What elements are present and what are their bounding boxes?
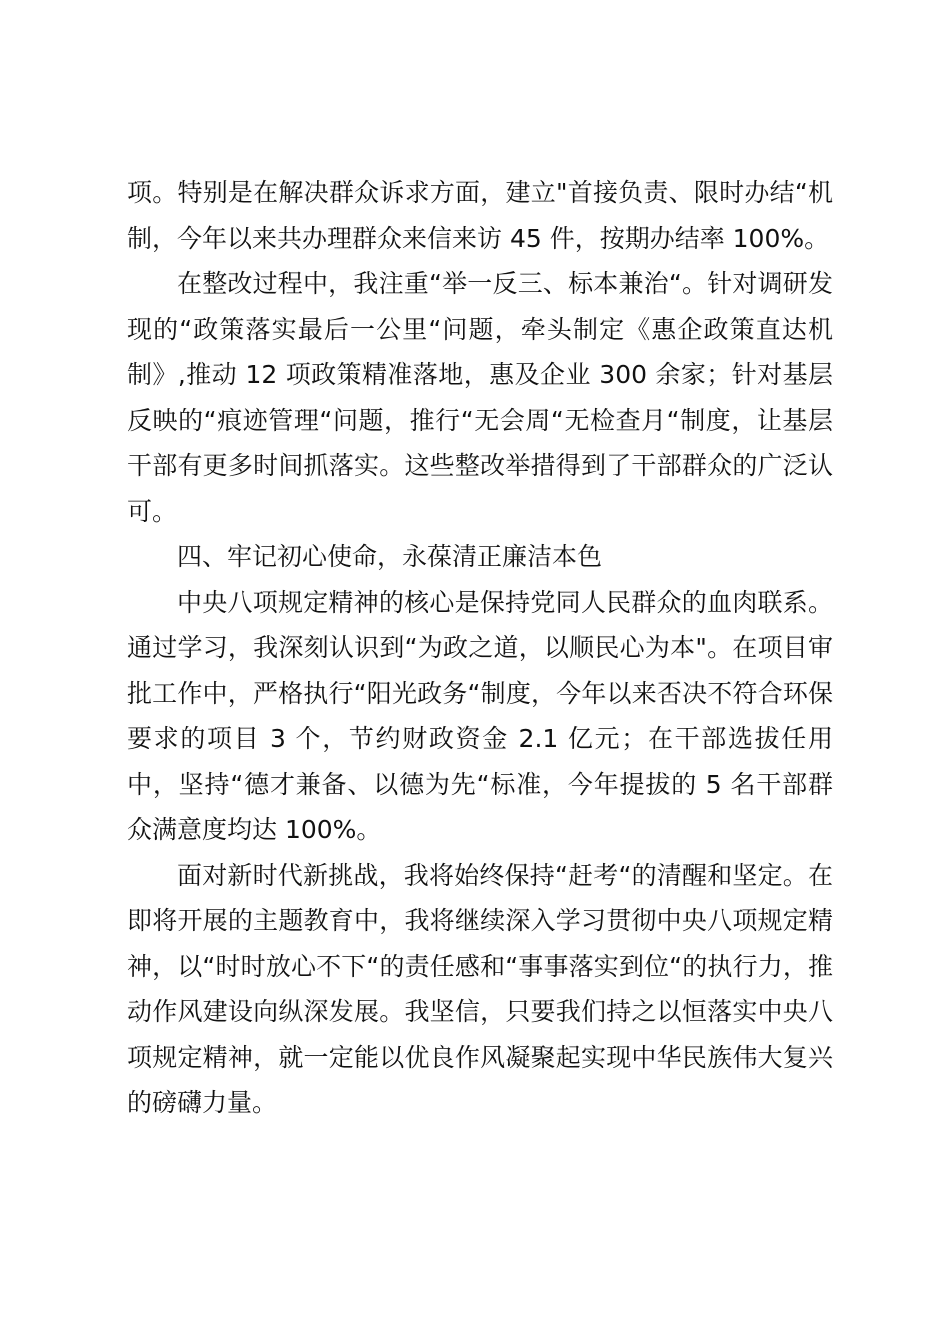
paragraph-1: 项。特别是在解决群众诉求方面，建立"首接负责、限时办结“机制，今年以来共办理群众来信来访 45 件，按期办结率 100%。 <box>127 178 833 253</box>
paragraph-4: 面对新时代新挑战，我将始终保持“赶考“的清醒和坚定。在即将开展的主题教育中，我将继续深入学习贯彻中央八项规定精神，以“时时放心不下“的责任感和“事事落实到位“的执行力，推动作风建设向纵深发展。我坚信，只要我们持之以恒落实中央八项规定精神，就一定能以优良作风凝聚起实现中华民族伟大复兴的磅礴力量。 <box>127 860 833 1117</box>
paragraph-2: 在整改过程中，我注重“举一反三、标本兼治“。针对调研发现的“政策落实最后一公里“问题，牵头制定《惠企政策直达机制》,推动 12 项政策精准落地，惠及企业 300 余家；针对基层反映的“痕迹管理“问题，推行“无会周“无检查月“制度，让基层干部有更多时间抓落实。这些整改举措得到了干部群众的广泛认可。 <box>127 269 833 526</box>
paragraph-3: 中央八项规定精神的核心是保持党同人民群众的血肉联系。通过学习，我深刻认识到“为政之道，以顺民心为本"。在项目审批工作中，严格执行“阳光政务“制度，今年以来否决不符合环保要求的项目 3 个，节约财政资金 2.1 亿元；在干部选拔任用中，坚持“德才兼备、以德为先“标准，今年提拔的 5 名干部群众满意度均达 100%。 <box>127 587 833 844</box>
document-body <box>127 170 833 1126</box>
section-heading: 四、牢记初心使命，永葆清正廉洁本色 <box>177 542 603 571</box>
